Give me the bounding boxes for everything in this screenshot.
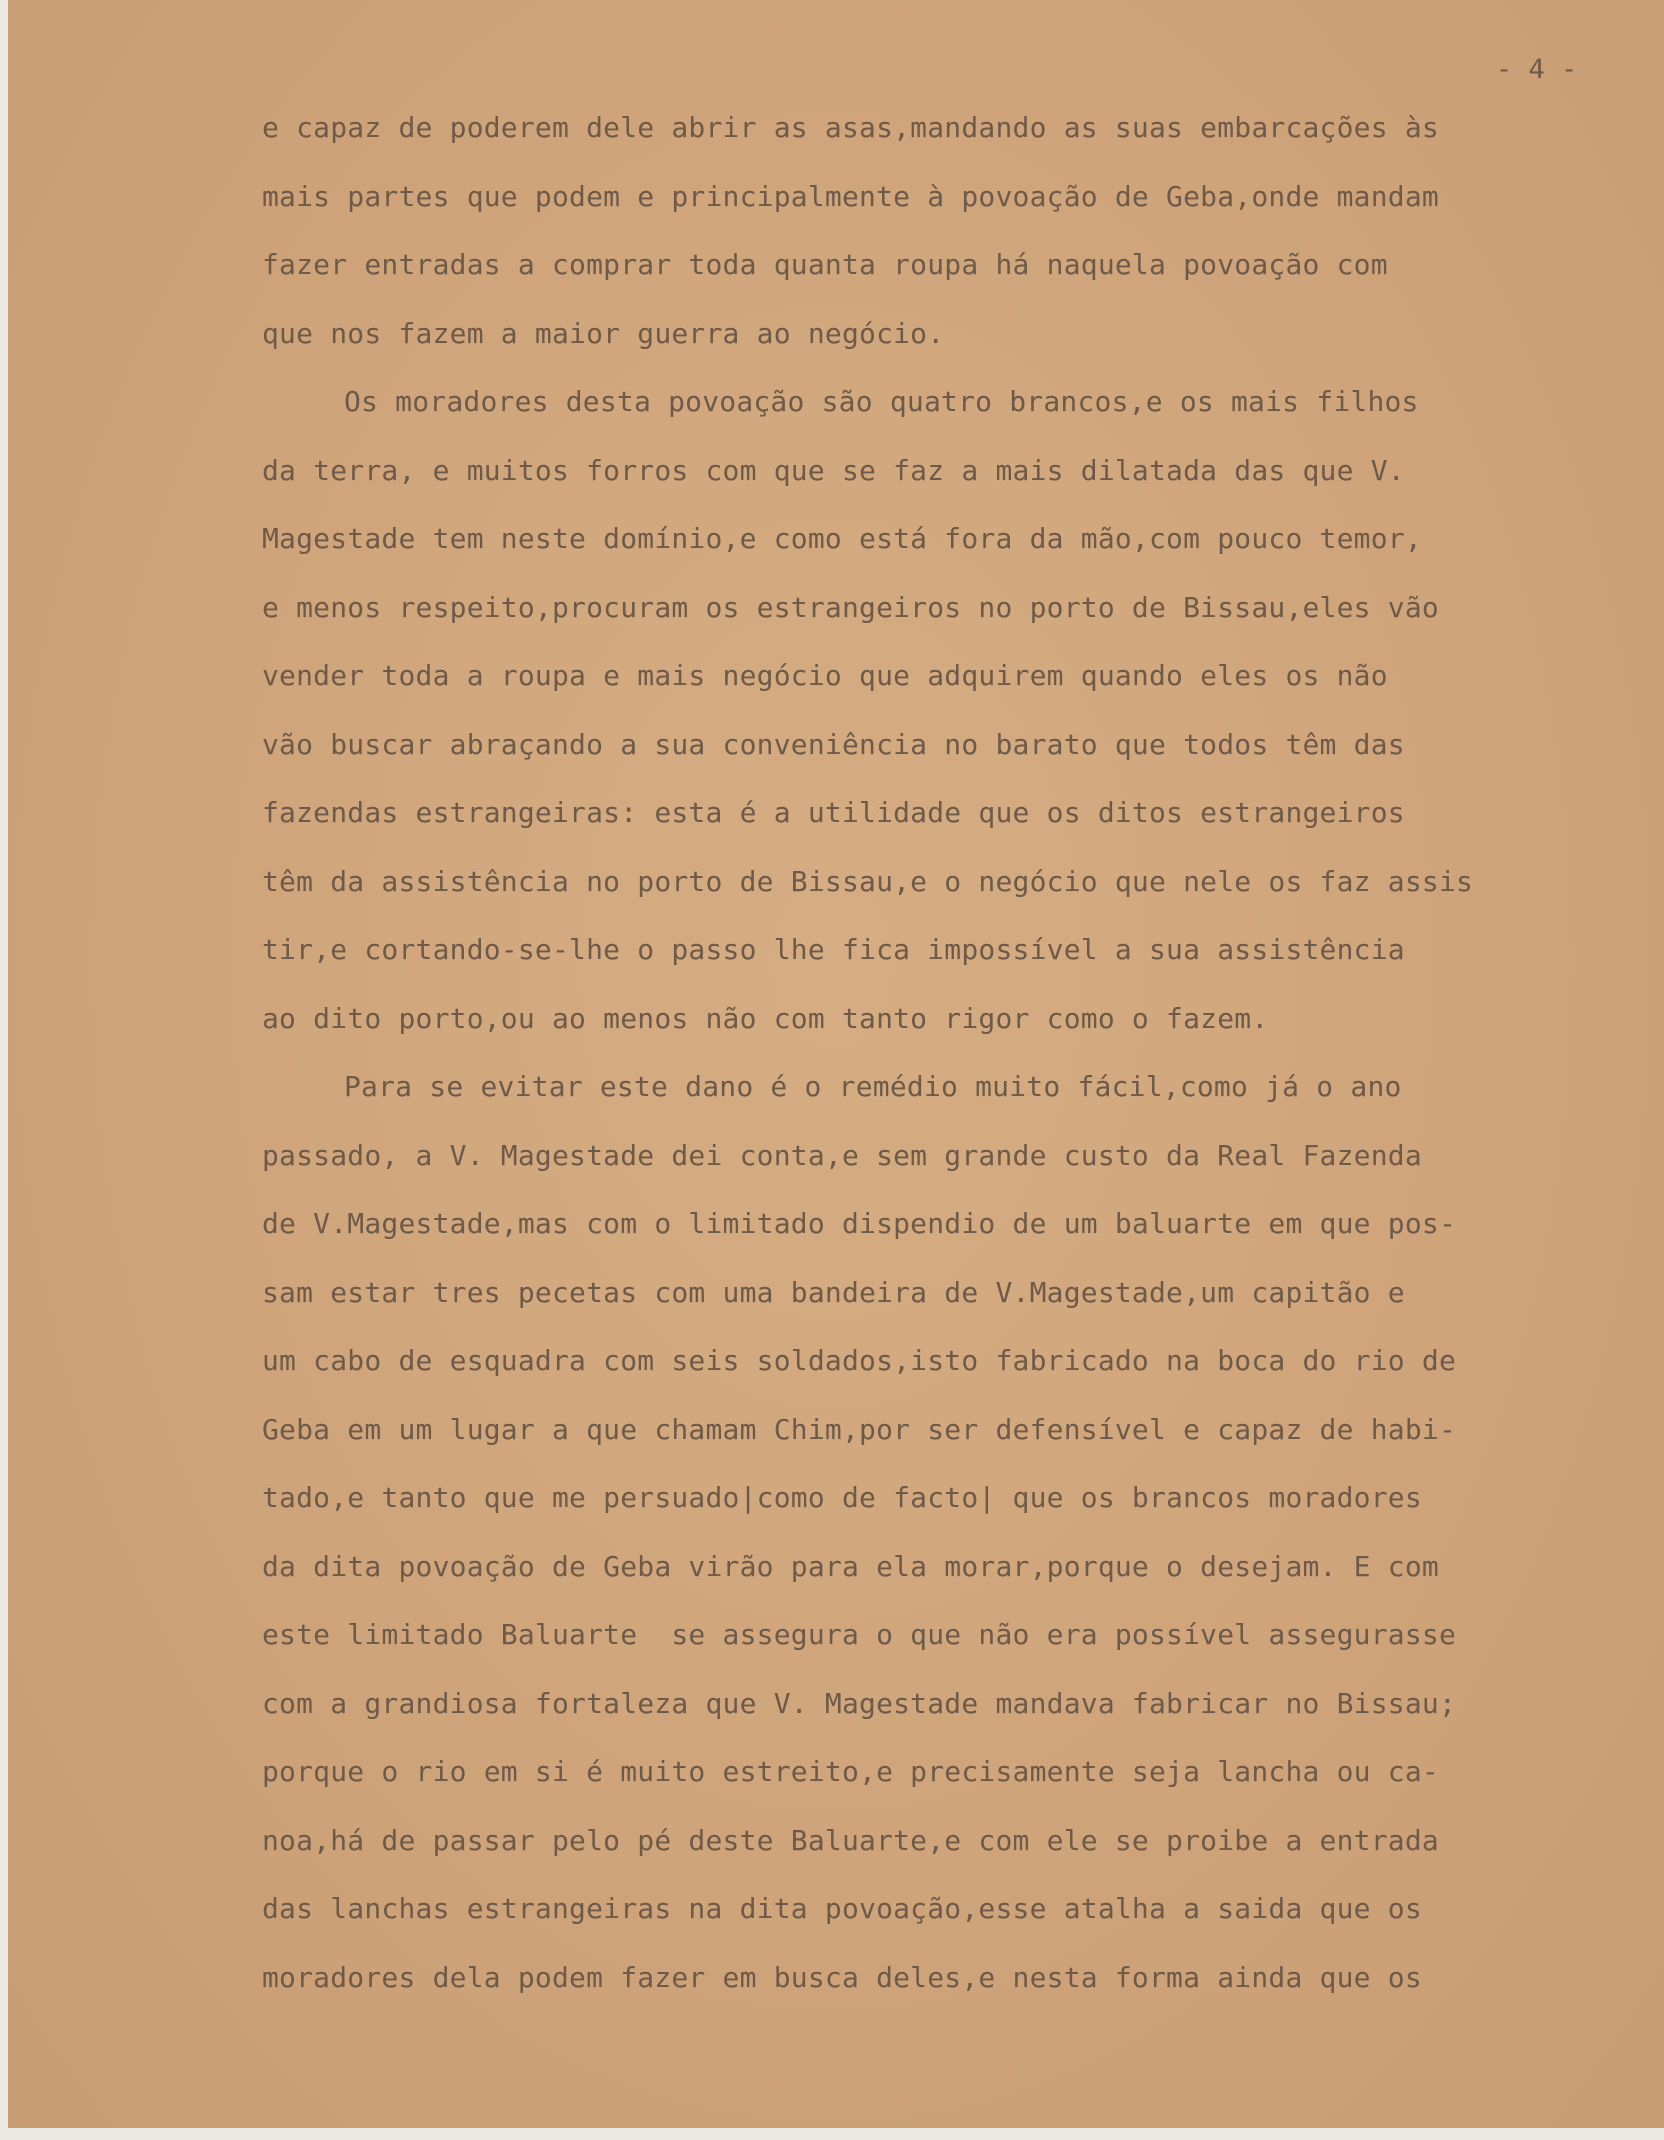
page-bottom-margin — [0, 2128, 1664, 2140]
text-line: têm da assistência no porto de Bissau,e o negócio que nele os faz assis — [262, 864, 1474, 898]
text-line: da terra, e muitos forros com que se faz a mais dilatada das que V. — [262, 453, 1405, 487]
text-line: ao dito porto,ou ao menos não com tanto rigor como o fazem. — [262, 1001, 1269, 1035]
text-line: tado,e tanto que me persuado|como de facto| que os brancos moradores — [262, 1481, 1422, 1514]
text-line: vender toda a roupa e mais negócio que adquirem quando eles os não — [262, 659, 1388, 692]
page-number: - 4 - — [1496, 54, 1578, 85]
text-line: tir,e cortando-se-lhe o passo lhe fica impossível a sua assistência — [262, 933, 1405, 966]
text-line: porque o rio em si é muito estreito,e precisamente seja lancha ou ca- — [262, 1755, 1439, 1788]
text-line: este limitado Baluarte se assegura o que não era possível assegurasse — [262, 1618, 1457, 1651]
text-line: e menos respeito,procuram os estrangeiros no porto de Bissau,eles vão — [262, 590, 1439, 624]
text-line: Magestade tem neste domínio,e como está fora da mão,com pouco temor, — [262, 522, 1422, 555]
text-line: de V.Magestade,mas com o limitado dispendio de um baluarte em que pos- — [262, 1207, 1457, 1240]
text-line: fazendas estrangeiras: esta é a utilidade que os ditos estrangeiros — [262, 796, 1405, 829]
text-line: que nos fazem a maior guerra ao negócio. — [262, 316, 945, 350]
text-line: fazer entradas a comprar toda quanta roupa há naquela povoação com — [262, 248, 1388, 281]
text-line: Geba em um lugar a que chamam Chim,por ser defensível e capaz de habi- — [262, 1412, 1457, 1446]
text-line: um cabo de esquadra com seis soldados,isto fabricado na boca do rio de — [262, 1344, 1457, 1377]
text-line: da dita povoação de Geba virão para ela morar,porque o desejam. E com — [262, 1549, 1439, 1583]
text-line: Os moradores desta povoação são quatro brancos,e os mais filhos — [344, 385, 1419, 418]
text-line: mais partes que podem e principalmente à povoação de Geba,onde mandam — [262, 179, 1439, 213]
text-line: com a grandiosa fortaleza que V. Magestade mandava fabricar no Bissau; — [262, 1686, 1457, 1720]
text-line: vão buscar abraçando a sua conveniência no barato que todos têm das — [262, 727, 1405, 761]
page-left-margin — [0, 0, 8, 2140]
text-line: noa,há de passar pelo pé deste Baluarte,e com ele se proibe a entrada — [262, 1823, 1439, 1857]
typed-text-body — [262, 110, 1662, 2028]
text-line: das lanchas estrangeiras na dita povoação,esse atalha a saida que os — [262, 1892, 1422, 1925]
text-line: Para se evitar este dano é o remédio muito fácil,como já o ano — [344, 1070, 1402, 1103]
text-line: e capaz de poderem dele abrir as asas,mandando as suas embarcações às — [262, 111, 1439, 144]
text-line: moradores dela podem fazer em busca deles,e nesta forma ainda que os — [262, 1960, 1422, 1994]
text-line: sam estar tres pecetas com uma bandeira de V.Magestade,um capitão e — [262, 1275, 1405, 1309]
text-line: passado, a V. Magestade dei conta,e sem grande custo da Real Fazenda — [262, 1138, 1422, 1172]
